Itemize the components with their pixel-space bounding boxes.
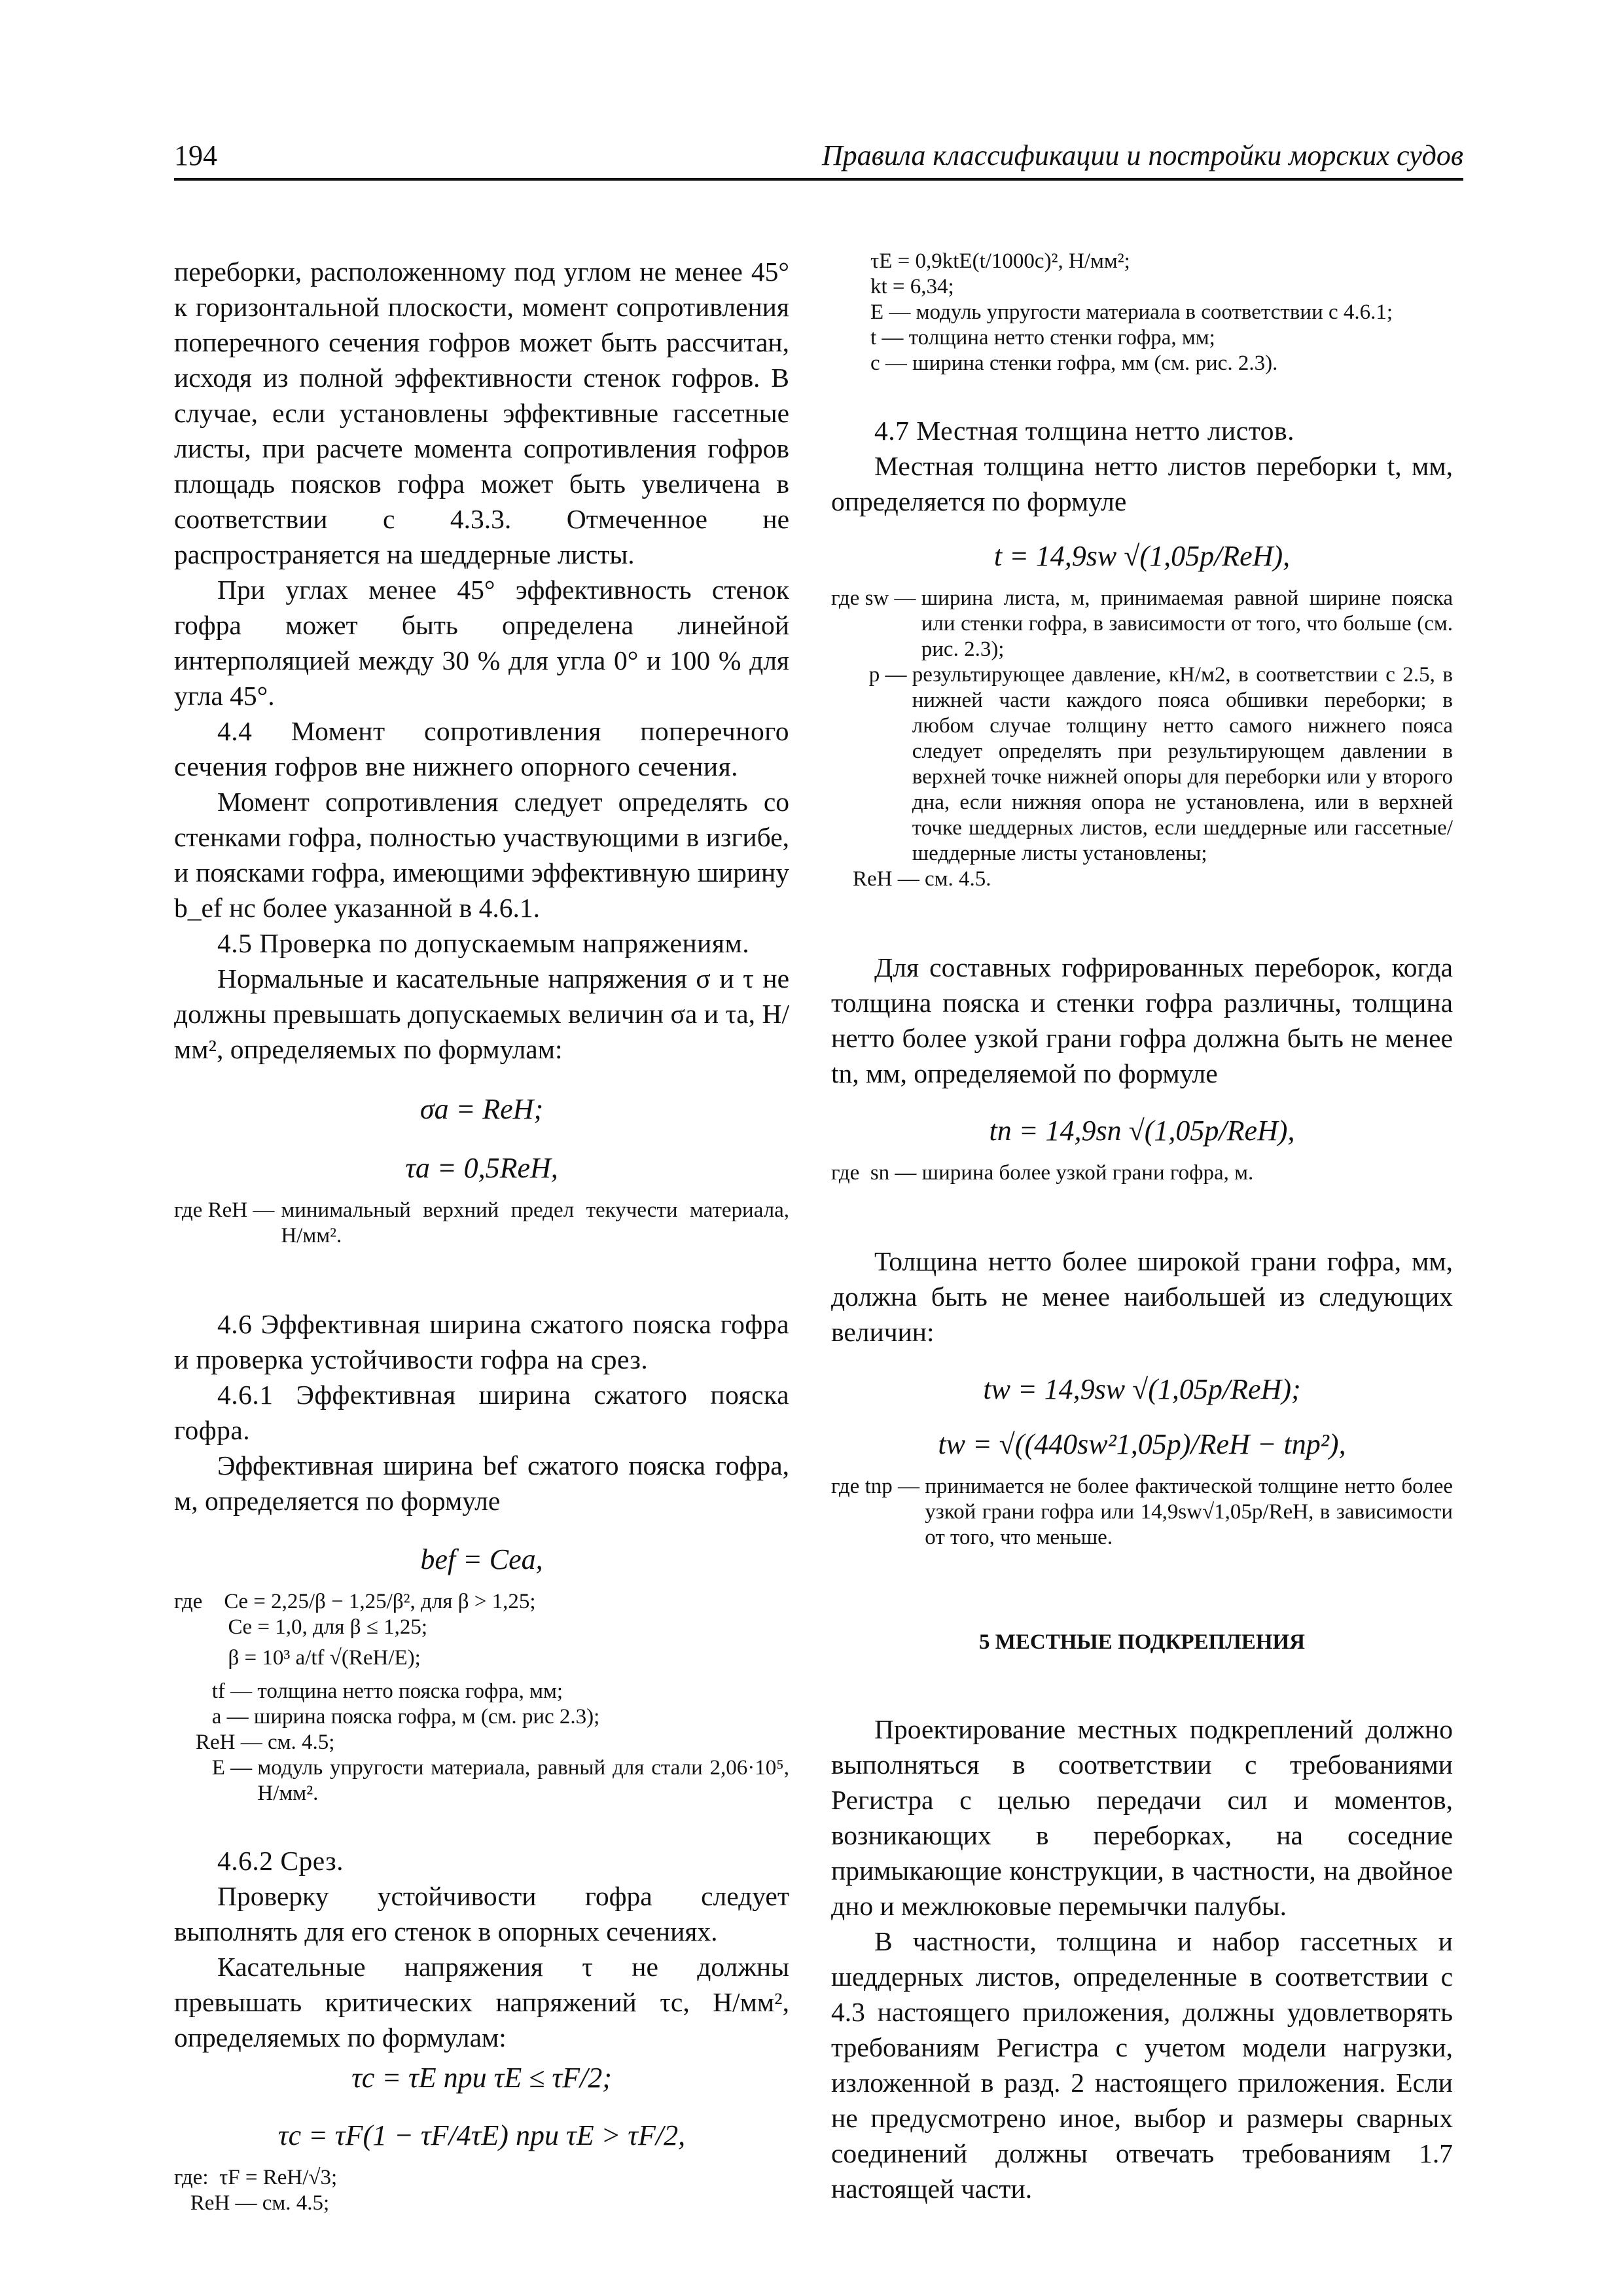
- paragraph: Эффективная ширина bef сжатого пояска гофра, м, определяется по формуле: [174, 1450, 789, 1516]
- definition-list: [831, 249, 1453, 376]
- definition-list: [831, 1160, 1453, 1186]
- definition-row: [174, 1198, 789, 1249]
- definition-list: [831, 586, 1453, 892]
- paragraph: Для составных гофрированных переборок, когда толщина пояска и стенки гофра различны, толщина нетто более узкой грани гофра должна быть не менее tn, мм, определяемой по формуле: [831, 952, 1453, 1088]
- definition-list: [174, 2165, 789, 2216]
- definition-row: p — результирующее давление, кН/м2, в соответствии с 2.5, в нижней части каждого пояса обшивки переборки; в любом случае толщину нетто самого нижнего пояса следует определять при результирующем давлении в верхней точке нижней опоры для переборки или у второго дна, если нижняя опора не установлена, или в верхней точке шеддерных листов, если шеддерные или гассетные/шеддерные листы установлены;: [831, 663, 1453, 865]
- definition-row: τE = 0,9ktE(t/1000c)², Н/мм²;: [870, 249, 1130, 273]
- formula-tw-2: tw = √((440sw²1,05p)/ReH − tnp²),: [938, 1428, 1346, 1460]
- definition-label: где sn —: [831, 1161, 922, 1185]
- definition-text: минимальный верхний предел текучести материала, Н/мм².: [281, 1198, 789, 1247]
- definition-row: kt = 6,34;: [870, 275, 954, 298]
- header-rule: [174, 178, 1463, 181]
- section-heading-4-7: 4.7 Местная толщина нетто листов.: [874, 416, 1294, 446]
- definition-row: ReH — см. 4.5;: [174, 1731, 335, 1754]
- left-column: [174, 254, 789, 2216]
- definition-row: где sw — ширина листа, м, принимаемая равной ширине пояска или стенки гофра, в зависимости от того, что больше (см. рис. 2.3);: [831, 586, 1453, 661]
- definition-row: β = 10³ a/tf √(ReH/E);: [228, 1646, 421, 1670]
- definition-row: [831, 1474, 1453, 1551]
- definition-row: t — толщина нетто стенки гофра, мм;: [870, 326, 1215, 350]
- definition-row: tf — толщина нетто пояска гофра, мм;: [174, 1679, 563, 1703]
- formula-bef: bef = Cea,: [420, 1543, 543, 1575]
- section-title-5: 5 МЕСТНЫЕ ПОДКРЕПЛЕНИЯ: [978, 1630, 1305, 1654]
- section-heading-4-6-1: 4.6.1 Эффективная ширина сжатого пояска гофра.: [174, 1380, 789, 1445]
- formula-tau-a: τa = 0,5ReH,: [405, 1152, 558, 1184]
- section-heading-4-6: 4.6 Эффективная ширина сжатого пояска гофра и проверка устойчивости гофра на срез.: [174, 1309, 789, 1374]
- definition-label: где ReH —: [174, 1198, 275, 1222]
- paragraph: Проектирование местных подкреплений должно выполняться в соответствии с требованиями Регистра с целью передачи сил и моментов, возникающих в переборках, на соседние примыкающие конструкции, в частности, на двойное дно и межлюковые перемычки палубы.: [831, 1714, 1453, 1921]
- definition-row: где Ce = 2,25/β − 1,25/β², для β > 1,25;: [174, 1590, 536, 1613]
- definition-list: [831, 1474, 1453, 1551]
- definition-text: ширина более узкой грани гофра, м.: [921, 1161, 1254, 1185]
- definition-row: E — модуль упругости материала в соответствии с 4.6.1;: [870, 300, 1393, 324]
- page-header: [174, 139, 1463, 181]
- definition-row: a — ширина пояска гофра, м (см. рис 2.3);: [174, 1705, 600, 1729]
- formula-tau-c-1: τc = τE при τE ≤ τF/2;: [351, 2062, 612, 2094]
- definition-list: [174, 1589, 789, 1806]
- paragraph: Местная толщина нетто листов переборки t, мм, определяется по формуле: [831, 451, 1453, 516]
- formula-sigma-a: σa = ReH;: [419, 1093, 544, 1125]
- formula-tau-c-2: τc = τF(1 − τF/4τE) при τE > τF/2,: [277, 2119, 686, 2151]
- definition-text: принимается не более фактической толщине нетто более узкой грани гофра или 14,9sw√1,05p/ReH, в зависимости от того, что меньше.: [925, 1475, 1453, 1549]
- definition-row: c — ширина стенки гофра, мм (см. рис. 2.3).: [870, 351, 1278, 375]
- definition-row: ReH — см. 4.5;: [174, 2191, 330, 2215]
- definition-label: где tnp —: [831, 1475, 925, 1498]
- page-number: 194: [174, 139, 217, 171]
- paragraph: Момент сопротивления следует определять со стенками гофра, полностью участвующими в изгибе, и поясками гофра, имеющими эффективную ширину b_ef нс более указанной в 4.6.1.: [174, 787, 789, 923]
- paragraph: переборки, расположенному под углом не менее 45° к горизонтальной плоскости, момент сопротивления поперечного сечения гофров может быть рассчитан, исходя из полной эффективности стенок гофров. В случае, если установлены эффективные гассетные листы, при расчете момента сопротивления гофров площадь поясков гофра может быть увеличена в соответствии с 4.3.3. Отмеченное не распространяется на шеддерные листы.: [174, 257, 789, 569]
- definition-row: E — модуль упругости материала, равный для стали 2,06·10⁵, Н/мм².: [174, 1756, 789, 1805]
- paragraph: При углах менее 45° эффективность стенок гофра может быть определена линейной интерполяцией между 30 % для угла 0° и 100 % для угла 45°.: [174, 575, 789, 711]
- section-heading-4-5: 4.5 Проверка по допускаемым напряжениям.: [217, 928, 750, 958]
- definition-row: [831, 1160, 1453, 1186]
- definition-row: Ce = 1,0, для β ≤ 1,25;: [228, 1615, 428, 1639]
- section-heading-4-4: 4.4 Момент сопротивления поперечного сечения гофров вне нижнего опорного сечения.: [174, 716, 789, 781]
- paragraph: В частности, толщина и набор гассетных и шеддерных листов, определенные в соответствии с 4.3 настоящего приложения, должны удовлетворять требованиям Регистра с учетом модели нагрузки, изложенной в разд. 2 настоящего приложения. Если не предусмотрено иное, выбор и размеры сварных соединений должны отвечать требованиям 1.7 настоящей части.: [831, 1926, 1453, 2204]
- running-title: Правила классификации и постройки морских судов: [821, 139, 1463, 171]
- paragraph: Касательные напряжения τ не должны превышать критических напряжений τc, Н/мм², определяемых по формулам:: [174, 1952, 789, 2053]
- paragraph: Нормальные и касательные напряжения σ и τ не должны превышать допускаемых величин σa и τa, Н/мм², определяемых по формулам:: [174, 963, 789, 1064]
- formula-tn: tn = 14,9sn √(1,05p/ReH),: [989, 1115, 1295, 1147]
- formula-tw-1: tw = 14,9sw √(1,05p/ReH);: [983, 1373, 1301, 1405]
- right-column: [831, 249, 1453, 2206]
- paragraph: Толщина нетто более широкой грани гофра, мм, должна быть не менее наибольшей из следующих величин:: [831, 1246, 1453, 1347]
- definition-list: [174, 1198, 789, 1249]
- definition-row: где: τF = ReH/√3;: [174, 2166, 338, 2189]
- paragraph: Проверку устойчивости гофра следует выполнять для его стенок в опорных сечениях.: [174, 1881, 789, 1946]
- definition-row: ReH — см. 4.5.: [831, 867, 991, 891]
- formula-t: t = 14,9sw √(1,05p/ReH),: [993, 540, 1291, 572]
- section-heading-4-6-2: 4.6.2 Срез.: [217, 1846, 344, 1876]
